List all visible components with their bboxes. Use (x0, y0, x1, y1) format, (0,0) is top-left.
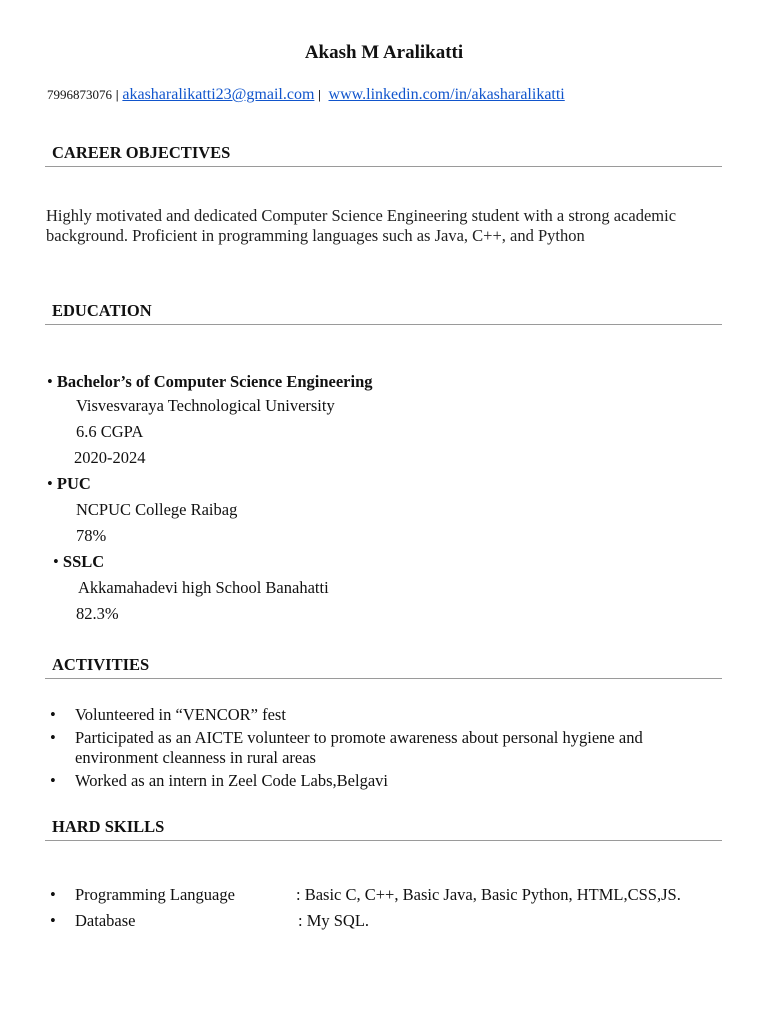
list-item (50, 771, 730, 791)
skill-value: : Basic C, C++, Basic Java, Basic Python, HTML,CSS,JS. (296, 885, 681, 904)
bullet: • (50, 771, 56, 790)
list-item (50, 705, 730, 725)
list-item (50, 728, 730, 768)
skill-label: Database (75, 911, 136, 930)
phone-number: 7996873076 (47, 87, 112, 102)
education-score: 78% (76, 526, 107, 545)
education-title: SSLC (62, 552, 105, 571)
bullet: • (47, 474, 53, 493)
contact-line (47, 86, 565, 104)
activity-text: Volunteered in “VENCOR” fest (75, 705, 286, 724)
bullet: • (47, 372, 53, 391)
contact-separator: | (318, 87, 322, 102)
education-item-degree (47, 372, 373, 392)
bullet: • (50, 705, 56, 724)
activity-text: Worked as an intern in Zeel Code Labs,Belgavi (75, 771, 388, 790)
section-heading-career: CAREER OBJECTIVES (45, 143, 722, 167)
skill-value: : My SQL. (298, 911, 370, 930)
education-title: PUC (56, 474, 91, 493)
education-years: 2020-2024 (74, 448, 146, 467)
career-objective-text: Highly motivated and dedicated Computer Science Engineering student with a strong academic background. Proficient in programming languages such as Java, C++, and Python (46, 206, 677, 245)
linkedin-link[interactable]: www.linkedin.com/in/akasharalikatti (328, 86, 565, 103)
education-score: 6.6 CGPA (76, 422, 144, 441)
contact-separator: | (115, 87, 119, 102)
email-link[interactable]: akasharalikatti23@gmail.com (122, 86, 315, 103)
education-institution: NCPUC College Raibag (76, 500, 238, 519)
education-institution: Akkamahadevi high School Banahatti (78, 578, 329, 597)
skill-label: Programming Language (75, 885, 235, 904)
section-heading-education: EDUCATION (45, 301, 722, 325)
education-item-sslc (53, 552, 104, 572)
candidate-name: Akash M Aralikatti (304, 42, 464, 63)
education-score: 82.3% (76, 604, 119, 623)
bullet: • (50, 911, 56, 930)
activities-list (50, 705, 730, 794)
bullet: • (53, 552, 59, 571)
section-heading-skills: HARD SKILLS (45, 817, 722, 841)
activity-text: Participated as an AICTE volunteer to promote awareness about personal hygiene and environment cleanness in rural areas (75, 728, 643, 767)
bullet: • (50, 885, 56, 904)
education-title: Bachelor’s of Computer Science Engineering (56, 372, 373, 391)
education-item-puc (47, 474, 91, 494)
bullet: • (50, 728, 56, 747)
section-heading-activities: ACTIVITIES (45, 655, 722, 679)
education-institution: Visvesvaraya Technological University (76, 396, 335, 415)
